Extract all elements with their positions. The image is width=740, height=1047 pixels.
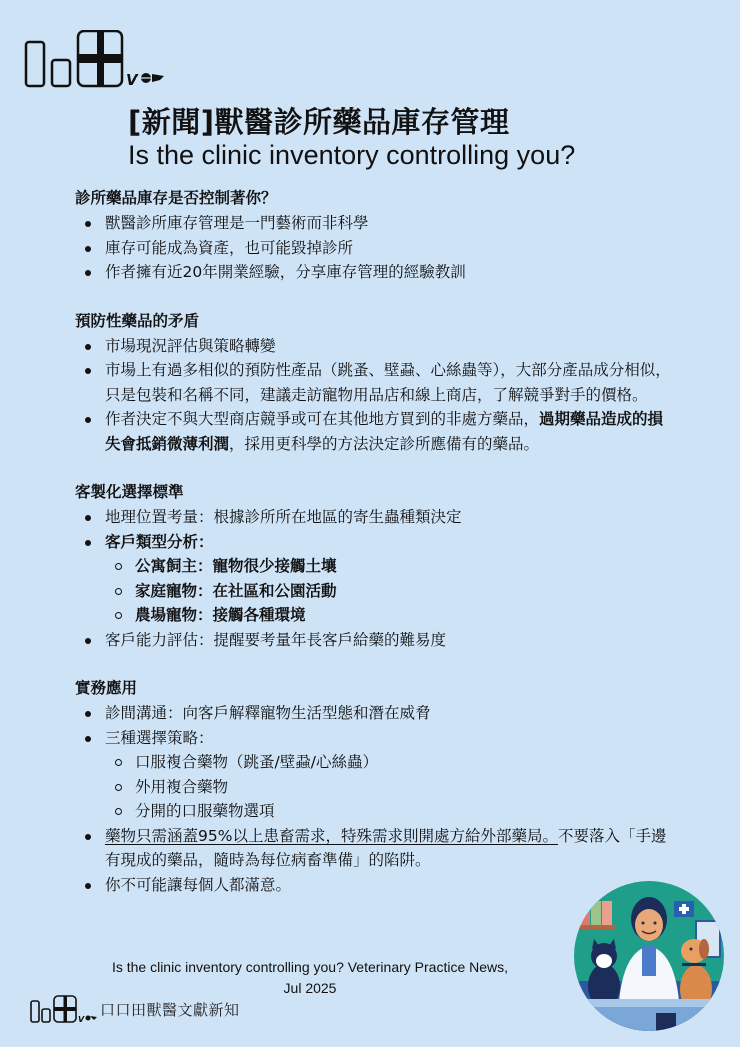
sub-list-item: 外用複合藥物 [75, 775, 675, 800]
section-preventive-drugs [75, 309, 675, 457]
list-item-text: 客戶類型分析： [105, 532, 214, 551]
list-item: 獸醫診所庫存管理是一門藝術而非科學 [75, 211, 675, 236]
list-item-text: 作者決定不與大型商店競爭或可在其他地方買到的非處方藥品， [105, 410, 540, 428]
list-item: 市場現況評估與策略轉變 [75, 334, 675, 359]
list-item: 診間溝通：向客戶解釋寵物生活型態和潛在威脅 [75, 701, 675, 726]
list-item [75, 824, 675, 873]
list-item [75, 530, 675, 555]
article-body [75, 186, 675, 921]
list-item [75, 726, 675, 751]
section-practical-application [75, 676, 675, 897]
footer-brand [30, 995, 240, 1023]
list-item-text: 三種選擇策略： [105, 728, 214, 747]
list-item-text: 不要落入「手邊有現成的藥品，隨時為每位病畜準備」的陷阱。 [105, 826, 667, 869]
bullet-list [75, 505, 675, 652]
list-item-text: ，採用更科學的方法決定診所應備有的藥品。 [229, 434, 540, 453]
section-custom-criteria [75, 480, 675, 652]
section-inventory-control [75, 186, 675, 285]
section-heading: 預防性藥品的矛盾 [75, 311, 200, 330]
svg-text:V: V [78, 1015, 85, 1023]
underlined-text: 藥物只需涵蓋95%以上患畜需求，特殊需求則開處方給外部藥局。 [105, 826, 558, 845]
list-item: 客戶能力評估：提醒要考量年長客戶給藥的難易度 [75, 628, 675, 653]
veterinarian-illustration [574, 881, 724, 1031]
citation-date: Jul 2025 [283, 980, 337, 996]
bullet-list [75, 211, 675, 285]
sub-list-item: 公寓飼主：寵物很少接觸土壤 [75, 554, 675, 579]
brand-name: 口口田獸醫文獻新知 [100, 1000, 240, 1019]
svg-text:V: V [126, 71, 138, 88]
list-item: 你不可能讓每個人都滿意。 [75, 873, 675, 898]
sub-list-item: 農場寵物：接觸各種環境 [75, 603, 675, 628]
emphasis-text: 過期藥品造成的損失會抵銷微薄利潤 [105, 410, 664, 453]
list-item: 作者擁有近20年開業經驗，分享庫存管理的經驗教訓 [75, 260, 675, 285]
section-heading: 客製化選擇標準 [75, 483, 184, 501]
list-item: 市場上有過多相似的預防性產品（跳蚤、壁蝨、心絲蟲等），大部分產品成分相似，只是包裝和名稱不同，建議走訪寵物用品店和線上商店，了解競爭對手的價格。 [75, 358, 675, 407]
bullet-list [75, 701, 675, 897]
bullet-list [75, 334, 675, 457]
sub-list-item: 口服複合藥物（跳蚤/壁蝨/心絲蟲） [75, 750, 675, 775]
list-item: 地理位置考量：根據診所所在地區的寄生蟲種類決定 [75, 505, 675, 530]
section-heading: 診所藥品庫存是否控制著你？ [75, 189, 277, 207]
brand-logo-icon [24, 30, 174, 88]
citation-line: Is the clinic inventory controlling you? Veterinary Practice News, [111, 959, 509, 975]
citation [85, 957, 535, 999]
section-heading: 實務應用 [75, 679, 138, 697]
page-subtitle: Is the clinic inventory controlling you? [128, 140, 576, 170]
brand-logo-icon [30, 995, 98, 1023]
list-item [75, 407, 675, 456]
list-item: 庫存可能成為資產，也可能毀掉診所 [75, 236, 675, 261]
sub-list-item: 家庭寵物：在社區和公園活動 [75, 579, 675, 604]
sub-list-item: 分開的口服藥物選項 [75, 799, 675, 824]
page-title: [新聞]獸醫診所藥品庫存管理 [128, 105, 510, 139]
